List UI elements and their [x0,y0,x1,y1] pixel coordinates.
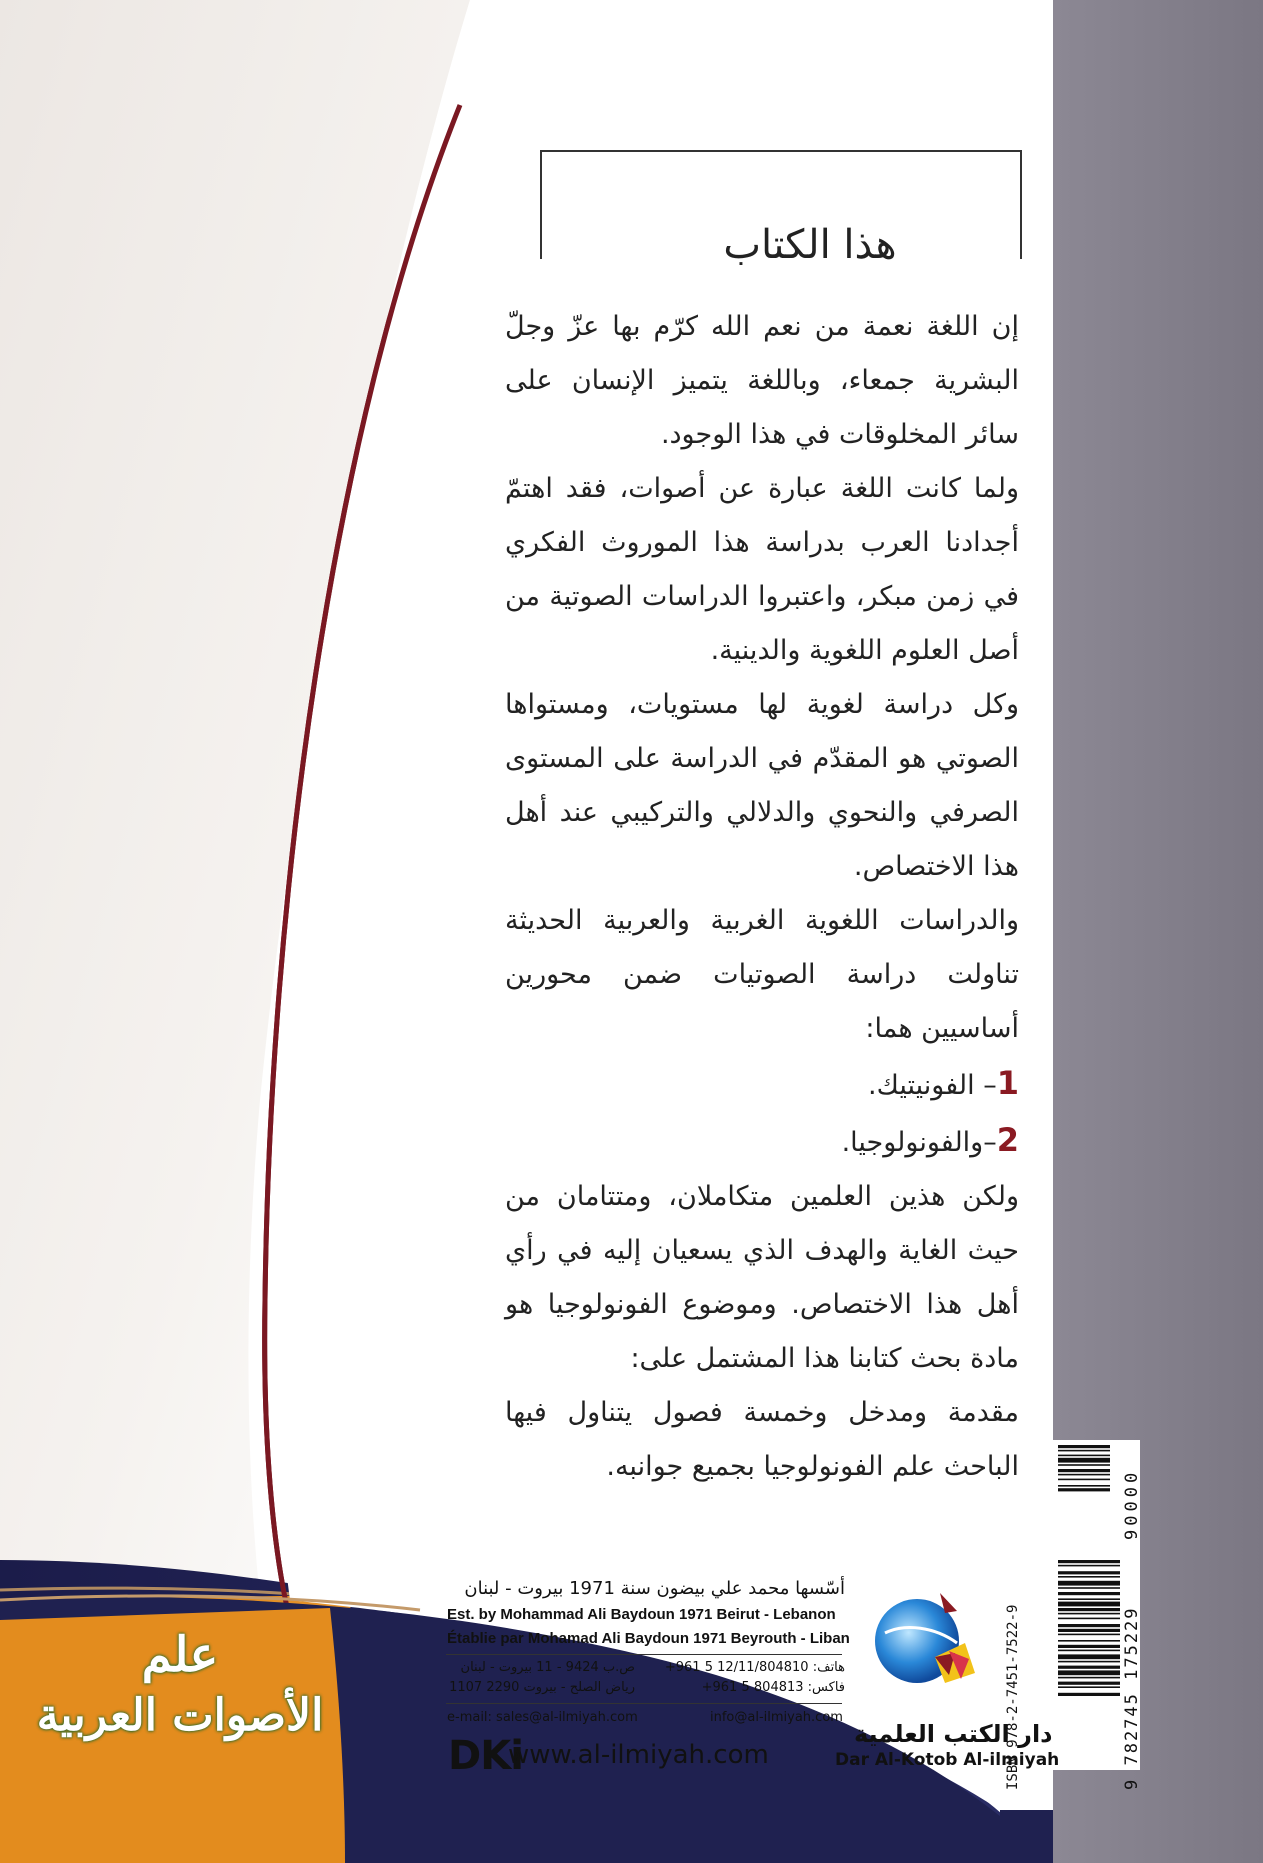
isbn-label: ISBN 978-2-7451-7522-9 [1005,1604,1021,1790]
barcode-addon-bar [1058,1474,1110,1476]
barcode-bar [1058,1576,1120,1578]
barcode-bar [1058,1629,1120,1632]
barcode-bar [1058,1618,1120,1620]
back-cover-text [505,300,1019,1494]
barcode-bar [1058,1654,1120,1659]
divider [446,1703,842,1704]
barcode-bar [1058,1640,1120,1642]
barcode-bar [1058,1587,1120,1589]
publisher-name-en: Dar Al-Kotob Al-ilmiyah [835,1750,1060,1770]
barcode-addon-bar [1058,1479,1110,1481]
paragraph-4: والدراسات اللغوية الغربية والعربية الحديثة تناولت دراسة الصوتيات ضمن محورين أساسيين هما: [505,905,1019,1044]
barcode-bar [1058,1565,1120,1567]
barcode-bar [1058,1581,1120,1586]
barcode-addon-bar [1058,1450,1110,1452]
publisher-name-ar: دار الكتب العلمية [854,1720,1053,1748]
divider [446,1654,842,1655]
publisher-po-box: ص.ب 9424 - 11 بيروت - لبنان [460,1660,635,1675]
list-number: 2 [996,1121,1019,1159]
dki-logo-text: DKi [448,1733,523,1779]
publisher-riad: رياض الصلح - بيروت 2290 1107 [449,1680,635,1695]
barcode-bar [1058,1608,1120,1611]
paragraph-2: ولما كانت اللغة عبارة عن أصوات، فقد اهتمّ أجدادنا العرب بدراسة هذا الموروث الفكري في زمن مبكر، واعتبروا الدراسات الصوتية من أصل العلوم اللغوية والدينية. [505,473,1019,666]
section-heading: هذا الكتاب [700,215,920,275]
barcode-bar [1058,1650,1120,1652]
barcode-bar [1058,1560,1120,1563]
publisher-tel: هاتف: 12/11/804810 5 961+ [664,1660,845,1675]
publisher-est-fr: Établie par Mohamad Ali Baydoun 1971 Beyrouth - Liban [447,1630,850,1647]
paragraph-6: مقدمة ومدخل وخمسة فصول يتناول فيها الباحث علم الفونولوجيا بجميع جوانبه. [505,1397,1019,1482]
publisher-est-en: Est. by Mohammad Ali Baydoun 1971 Beirut - Lebanon [447,1606,836,1623]
globe-logo-icon [865,1583,985,1703]
list-text: –والفونولوجيا. [841,1127,997,1158]
barcode-bar [1058,1666,1120,1669]
barcode-addon-bar [1058,1455,1110,1457]
barcode-bar [1058,1634,1120,1636]
barcode-bar [1058,1693,1120,1696]
publisher-email-info: info@al-ilmiyah.com [710,1710,843,1725]
book-title-line1: علم [141,1627,219,1683]
list-item [505,1113,1019,1170]
barcode-addon-bar [1058,1464,1110,1466]
barcode-addon-bar [1058,1485,1110,1487]
barcode-addon-bar [1058,1469,1110,1472]
barcode-bar [1058,1661,1120,1663]
publisher-est-ar: أسّسها محمد علي بيضون سنة 1971 بيروت - لبنان [464,1578,845,1599]
paragraph-3: وكل دراسة لغوية لها مستويات، ومستواها الصوتي هو المقدّم في الدراسة على المستوى الصرفي والنحوي والدلالي والتركيبي عند أهل هذا الاختصاص. [505,689,1019,882]
paragraph-5: ولكن هذين العلمين متكاملان، ومتتامان من حيث الغاية والهدف الذي يسعيان إليه في رأي أهل هذا الاختصاص. وموضوع الفونولوجيا هو مادة بحث كتابنا هذا المشتمل على: [505,1181,1019,1374]
barcode-addon-bar [1058,1458,1110,1463]
paragraph-1: إن اللغة نعمة من نعم الله كرّم بها عزّ وجلّ البشرية جمعاء، وباللغة يتميز الإنسان على سائر المخلوقات في هذا الوجود. [505,311,1019,450]
website-link[interactable]: www.al-ilmiyah.com [508,1740,769,1770]
list-text: – الفونيتيك. [868,1070,997,1101]
barcode-addon-digits: 90000 [1122,1468,1142,1540]
barcode-bar [1058,1677,1120,1679]
barcode-bar [1058,1598,1120,1600]
barcode-bar [1058,1624,1120,1627]
barcode-bar [1058,1592,1120,1595]
publisher-fax: فاكس: 804813 5 961+ [701,1680,845,1695]
book-title-badge [30,1625,330,1810]
barcode-bar [1058,1670,1120,1675]
barcode-bar [1058,1571,1120,1574]
barcode-digits: 9 782745 175229 [1122,1606,1142,1790]
list-item [505,1056,1019,1113]
barcode-bar [1058,1645,1120,1648]
barcode-addon-bar [1058,1488,1110,1491]
barcode-bar [1058,1682,1120,1685]
publisher-email-sales: e-mail: sales@al-ilmiyah.com [447,1710,638,1725]
barcode-addon-bar [1058,1445,1110,1448]
list-number: 1 [996,1064,1019,1102]
barcode-bar [1058,1686,1120,1688]
barcode-bar [1058,1613,1120,1615]
book-title-line2: الأصوات العربية [36,1690,324,1741]
barcode-bar [1058,1602,1120,1607]
